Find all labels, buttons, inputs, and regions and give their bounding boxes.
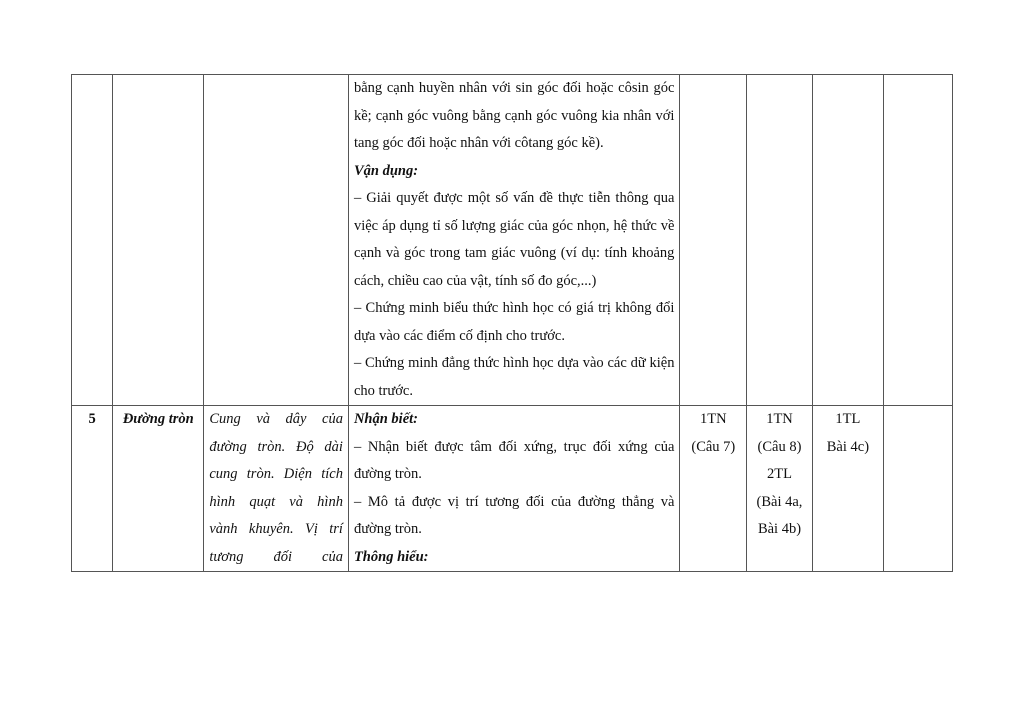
level-1-cell — [680, 75, 747, 406]
level-4-cell — [883, 406, 952, 572]
level-entry: (Bài 4a, — [756, 493, 803, 510]
level-4-cell — [883, 75, 952, 406]
spec-matrix-table — [71, 74, 953, 572]
requirements-cell — [348, 406, 679, 572]
level-1-cell — [680, 406, 747, 572]
level-entry: 1TL — [835, 411, 861, 427]
level-3-cell — [812, 406, 883, 572]
topic-cell: Đường tròn — [113, 406, 204, 572]
level-2-cell — [747, 406, 813, 572]
index-cell: 5 — [72, 406, 113, 572]
requirement-text: – Mô tả được vị trí tương đối của đường thẳng và đường tròn. — [353, 493, 675, 537]
level-entry: (Câu 7) — [691, 438, 736, 455]
level-entry: 1TN — [766, 411, 793, 427]
index-cell — [72, 75, 113, 406]
topic-cell — [113, 75, 204, 406]
requirements-cell — [348, 75, 679, 406]
requirement-text: – Nhận biết được tâm đối xứng, trục đối xứng của đường tròn. — [353, 438, 675, 482]
level-entry: 1TN — [700, 411, 727, 427]
requirement-heading: Thông hiểu: — [353, 548, 429, 565]
level-entry: Bài 4c) — [826, 438, 870, 455]
level-entry: (Câu 8) — [757, 438, 802, 455]
requirement-text: – Giải quyết được một số vấn đề thực tiễn thông qua việc áp dụng tỉ số lượng giác của góc nhọn, hệ thức về cạnh và góc trong tam giác vuông (ví dụ: tính khoảng cách, chiều cao của vật, tính số đo góc,...) — [353, 190, 675, 289]
requirement-text: bằng cạnh huyền nhân với sin góc đối hoặc côsin góc kề; cạnh góc vuông bằng cạnh góc vuông kia nhân với tang góc đối hoặc nhân với côtang góc kề). — [353, 80, 675, 151]
requirement-text: – Chứng minh biểu thức hình học có giá trị không đổi dựa vào các điểm cố định cho trước. — [353, 300, 675, 344]
level-3-cell — [812, 75, 883, 406]
table-row — [72, 406, 953, 572]
requirement-heading: Nhận biết: — [353, 411, 418, 427]
unit-cell — [204, 75, 349, 406]
level-entry: Bài 4b) — [757, 521, 802, 537]
requirement-heading: Vận dụng: — [353, 162, 419, 179]
level-entry: 2TL — [767, 466, 792, 482]
table-row — [72, 75, 953, 406]
level-2-cell — [747, 75, 813, 406]
unit-cell: Cung và dây của đường tròn. Độ dài cung tròn. Diện tích hình quạt và hình vành khuyên. Vị trí tương đối của — [204, 406, 349, 572]
requirement-text: – Chứng minh đẳng thức hình học dựa vào các dữ kiện cho trước. — [353, 355, 675, 399]
